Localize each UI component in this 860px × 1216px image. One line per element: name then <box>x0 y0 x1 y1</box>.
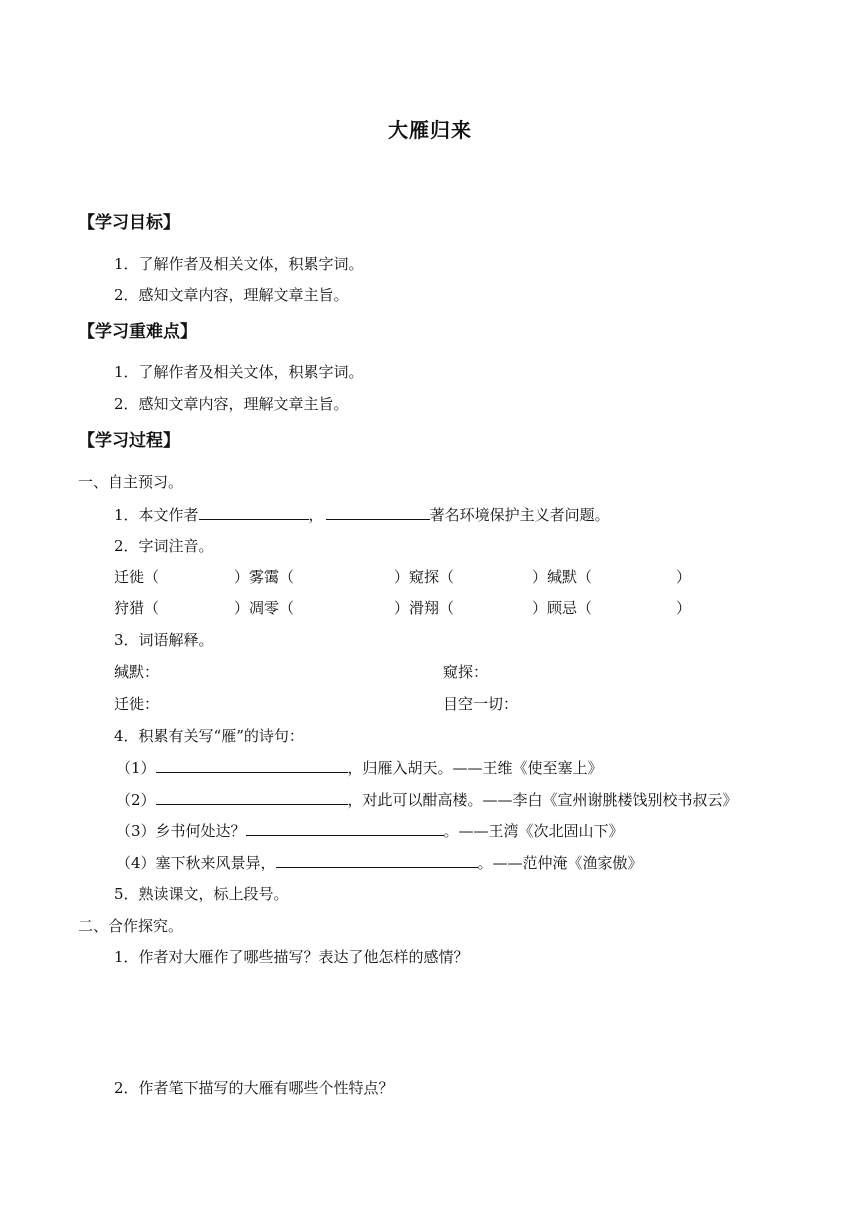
poem-number: （2） <box>116 791 156 809</box>
definition-term-3: 迁徙： <box>114 695 160 713</box>
pinyin-row-2 <box>114 598 734 618</box>
part2-heading: 二、合作探究。 <box>78 917 184 935</box>
poem-blank-4[interactable] <box>276 852 478 868</box>
poem-line-3 <box>116 820 624 841</box>
question-author-comma: ， <box>308 506 324 524</box>
author-blank-2[interactable] <box>326 504 430 520</box>
question-author <box>114 504 610 525</box>
author-blank-1[interactable] <box>199 504 309 520</box>
question-definitions-label: 3．词语解释。 <box>114 631 214 649</box>
pinyin-cell: ）滑翔（ <box>394 599 455 617</box>
poem-blank-1[interactable] <box>156 757 348 773</box>
key-point-item-2: 2．感知文章内容，理解文章主旨。 <box>114 395 349 413</box>
poem-text: 。——王湾《次北固山下》 <box>443 822 624 840</box>
part1-heading: 一、自主预习。 <box>78 473 184 491</box>
poem-text: ，对此可以酣高楼。——李白《宣州谢朓楼饯别校书叔云》 <box>347 791 738 809</box>
poem-blank-2[interactable] <box>156 789 348 805</box>
poem-text: （4）塞下秋来风景异， <box>116 854 276 872</box>
key-points-heading: 【学习重难点】 <box>78 322 197 342</box>
pinyin-cell: 迁徙（ <box>114 568 160 586</box>
poem-text: 。——范仲淹《渔家傲》 <box>477 854 643 872</box>
poem-line-4 <box>116 852 643 873</box>
pinyin-cell: ）窥探（ <box>394 568 455 586</box>
inquiry-question-1: 1．作者对大雁作了哪些描写？表达了他怎样的感情？ <box>114 948 469 966</box>
definition-term-4: 目空一切： <box>443 695 519 713</box>
poem-text: ，归雁入胡天。——王维《使至塞上》 <box>347 759 603 777</box>
pinyin-row-1 <box>114 567 734 587</box>
pinyin-cell: ）缄默（ <box>532 568 593 586</box>
objective-item-2: 2．感知文章内容，理解文章主旨。 <box>114 286 349 304</box>
page-title: 大雁归来 <box>388 118 472 142</box>
pinyin-cell: 狩猎（ <box>114 599 160 617</box>
pinyin-cell: ） <box>676 599 692 617</box>
question-author-suffix: 著名环境保护主义者问题。 <box>429 506 610 524</box>
objective-item-1: 1．了解作者及相关文体，积累字词。 <box>114 255 364 273</box>
inquiry-question-2: 2．作者笔下描写的大雁有哪些个性特点？ <box>114 1079 394 1097</box>
pinyin-cell: ）雾霭（ <box>234 568 295 586</box>
question-poems-label: 4．积累有关写“雁”的诗句： <box>114 727 304 745</box>
pinyin-cell: ） <box>676 568 692 586</box>
poem-line-2 <box>116 789 738 810</box>
poem-text: （3）乡书何处达？ <box>116 822 246 840</box>
definition-term-1: 缄默： <box>114 663 160 681</box>
poem-line-1 <box>116 757 603 778</box>
poem-number: （1） <box>116 759 156 777</box>
question-pinyin-label: 2．字词注音。 <box>114 537 214 555</box>
objectives-heading: 【学习目标】 <box>78 213 180 233</box>
pinyin-cell: ）凋零（ <box>234 599 295 617</box>
question-author-prefix: 1．本文作者 <box>114 506 199 524</box>
definition-term-2: 窥探： <box>443 663 489 681</box>
key-point-item-1: 1．了解作者及相关文体，积累字词。 <box>114 363 364 381</box>
poem-blank-3[interactable] <box>246 820 444 836</box>
pinyin-cell: ）顾忌（ <box>532 599 593 617</box>
question-paragraphs: 5．熟读课文，标上段号。 <box>114 885 289 903</box>
process-heading: 【学习过程】 <box>78 431 180 451</box>
